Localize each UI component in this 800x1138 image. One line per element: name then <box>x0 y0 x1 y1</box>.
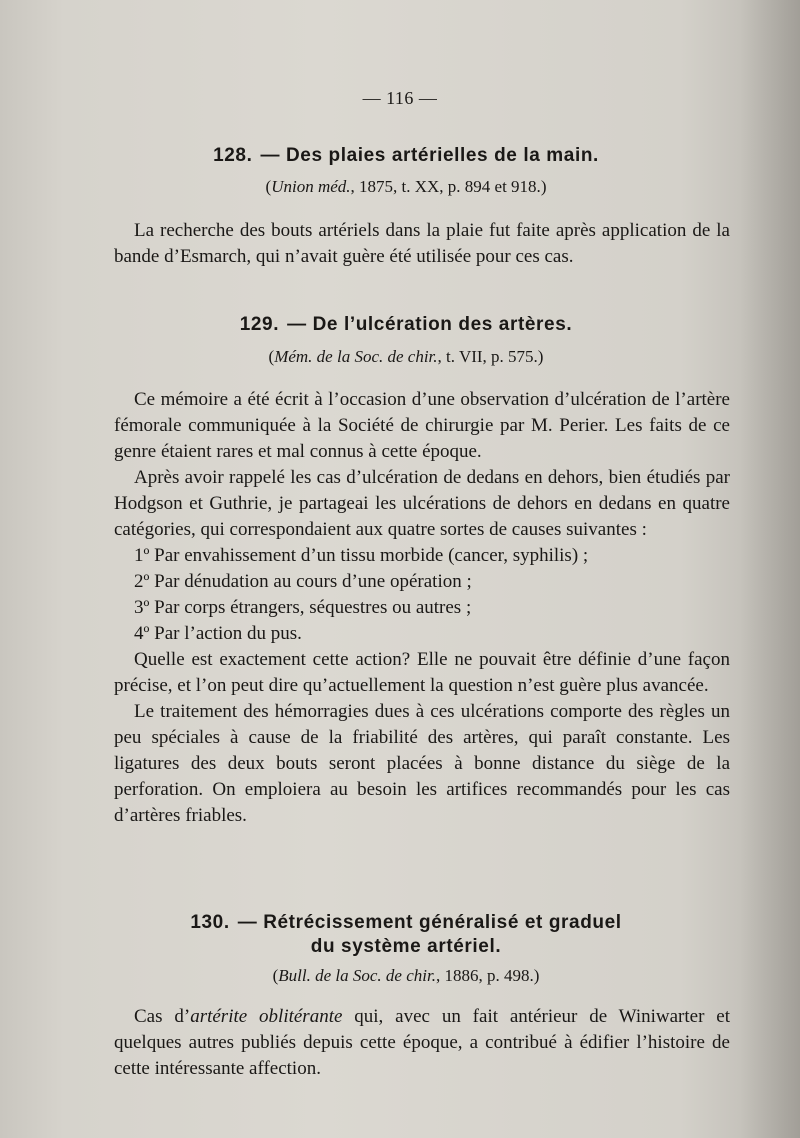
paragraph: Après avoir rappelé les cas d’ulcération de dedans en dehors, bien étudiés par Hodgson et Guthrie, je partageai les ulcérations de dehors en dedans en quatre catégories, qui correspondaient aux quatre sortes de causes suivantes : <box>114 467 730 540</box>
list-item: 2º Par dénudation au cours d’une opération ; <box>134 571 472 592</box>
ref-details: , t. VII, p. 575. <box>437 347 538 366</box>
section-number: 130. <box>190 912 230 933</box>
section-number: 129. <box>239 314 280 335</box>
list-item: 4º Par l’action du pus. <box>134 623 302 644</box>
section-130-reference: (Bull. de la Soc. de chir., 1886, p. 498.) <box>272 966 540 985</box>
section-heading: — Rétrécissement généralisé et graduel <box>237 912 622 933</box>
section-number: 128. <box>213 145 253 166</box>
section-130-title-line2: du système artériel. <box>310 936 502 957</box>
page-number: — 116 — <box>362 88 438 108</box>
section-130-title <box>0 912 800 934</box>
list-item: 3º Par corps étrangers, séquestres ou autres ; <box>134 597 472 618</box>
paragraph: Le traitement des hémorragies dues à ces ulcérations comporte des règles un peu spéciales à cause de la friabilité des artères, qui paraît constante. Les ligatures des deux bouts seront placées à bonne distance du siège de la perforation. On emploiera au besoin les artifices recommandés pour les cas d’artères friables. <box>114 701 730 826</box>
italic-term: artérite oblitérante <box>190 1006 343 1027</box>
paragraph: Quelle est exactement cette action? Elle ne pouvait être définie d’une façon précise, et l’on peut dire qu’actuellement la question n’est guère plus avancée. <box>114 649 730 696</box>
section-128-body <box>114 218 730 270</box>
paragraph: Ce mémoire a été écrit à l’occasion d’une observation d’ulcération de l’artère fémorale communiquée à la Société de chirurgie par M. Perier. Les faits de ce genre étaient rares et mal connus à cette époque. <box>114 389 730 462</box>
paragraph-text: Cas d’ <box>134 1006 191 1027</box>
paragraph <box>114 1004 730 1082</box>
section-heading: — Des plaies artérielles de la main. <box>260 145 599 166</box>
ref-details: , 1886, p. 498. <box>435 966 534 985</box>
ref-details: , 1875, t. XX, p. 894 et 918. <box>350 177 541 196</box>
section-128-title <box>0 145 800 167</box>
section-129-title <box>0 314 800 336</box>
section-heading: — De l’ulcération des artères. <box>287 314 573 335</box>
ref-journal: Bull. de la Soc. de chir. <box>278 966 436 985</box>
ref-journal: Mém. de la Soc. de chir. <box>274 347 438 366</box>
ref-journal: Union méd. <box>271 177 351 196</box>
section-129-body <box>114 387 730 829</box>
section-129-reference: (Mém. de la Soc. de chir., t. VII, p. 575.) <box>268 347 544 366</box>
list-item: 1º Par envahissement d’un tissu morbide (cancer, syphilis) ; <box>134 545 589 566</box>
section-128-reference: (Union méd., 1875, t. XX, p. 894 et 918.) <box>265 177 547 196</box>
paragraph-text: qui, avec un fait antérieur de Winiwarter et quelques autres publiés depuis cette époque, a contribué à édifier l’histoire de cette intéressante affection. <box>114 1006 730 1079</box>
section-130-body <box>114 1004 730 1082</box>
paragraph: La recherche des bouts artériels dans la plaie fut faite après application de la bande d’Esmarch, qui n’avait guère été utilisée pour ces cas. <box>114 220 730 267</box>
